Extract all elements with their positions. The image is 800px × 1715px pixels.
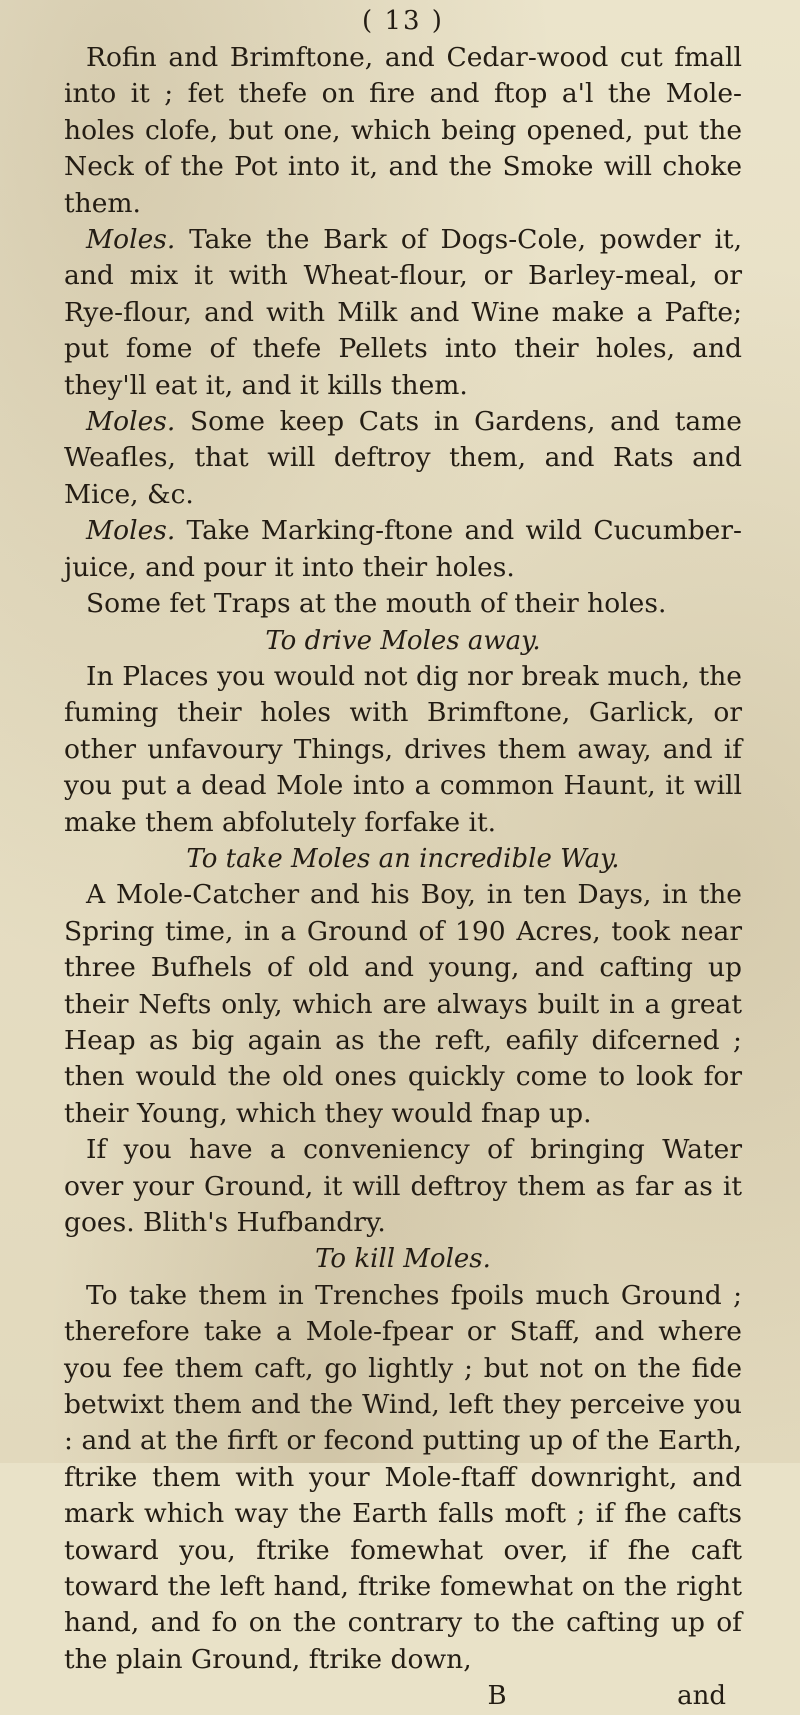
catchword: and: [677, 1681, 726, 1712]
signature-line: [64, 1678, 742, 1714]
paragraph-mole-spear: [64, 1278, 742, 1678]
paragraph-text: Some keep Cats in Gardens, and tame Weafles, that will deftroy them, and Rats and Mice, &c.: [64, 406, 742, 510]
paragraph-text: Take the Bark of Dogs-Cole, powder it, and mix it with Wheat-flour, or Barley-meal, or Rye-flour, and with Milk and Wine make a Pafte; put fome of thefe Pellets into their holes, and they'll eat it, and it kills them.: [64, 224, 742, 401]
paragraph-traps: [64, 586, 742, 622]
section-heading-incredible-way: To take Moles an incredible Way.: [186, 843, 620, 874]
paragraph-cats-weasels: [64, 404, 742, 513]
paragraph-lead: Moles.: [86, 515, 176, 547]
paragraph-text: Some fet Traps at the mouth of their holes.: [86, 588, 667, 620]
paragraph-marking-stone: [64, 513, 742, 586]
paragraph-lead: Moles.: [86, 224, 176, 256]
page-number: ( 13 ): [362, 6, 444, 36]
paragraph-water-over-ground: [64, 1132, 742, 1241]
section-heading-kill-moles: To kill Moles.: [315, 1244, 491, 1275]
paragraph-mole-catcher: [64, 877, 742, 1132]
paragraph-text: A Mole-Catcher and his Boy, in ten Days, in the Spring time, in a Ground of 190 Acres, took near three Bufhels of old and young, and cafting up their Nefts only, which are always built in a great Heap as big again as the reft, eafily difcerned ; then would the old ones quickly come to look for their Young, which they would fnap up.: [64, 879, 742, 1129]
paragraph-text: To take them in Trenches fpoils much Ground ; therefore take a Mole-fpear or Staff, and where you fee them caft, go lightly ; but not on the fide betwixt them and the Wind, left they perceive you : and at the firft or fecond putting up of the Earth, ftrike them with your Mole-ftaff downright, and mark which way the Earth falls moft ; if fhe cafts toward you, ftrike fomewhat over, if fhe caft toward the left hand, ftrike fomewhat on the right hand, and fo on the contrary to the cafting up of the plain Ground, ftrike down,: [64, 1279, 742, 1675]
paragraph-smoke-moles: [64, 40, 742, 222]
paragraph-text: Take Marking-ftone and wild Cucumber-juice, and pour it into their holes.: [64, 515, 742, 583]
paragraph-text: In Places you would not dig nor break much, the fuming their holes with Brimftone, Garlick, or other unfavoury Things, drives them away, and if you put a dead Mole into a common Haunt, it will make them abfolutely forfake it.: [64, 660, 742, 838]
section-heading-drive-moles-away: To drive Moles away.: [265, 625, 541, 656]
signature-mark: B: [487, 1681, 507, 1712]
paragraph-dogs-cole-bark: [64, 222, 742, 404]
paragraph-text: Rofin and Brimftone, and Cedar-wood cut fmall into it ; fet thefe on fire and ftop a'l the Mole-holes clofe, but one, which being opened, put the Neck of the Pot into it, and the Smoke will choke them.: [64, 42, 742, 219]
paragraph-text: If you have a conveniency of bringing Water over your Ground, it will deftroy them as far as it goes. Blith's Hufbandry.: [64, 1134, 742, 1238]
paragraph-lead: Moles.: [86, 406, 176, 438]
paragraph-fuming-holes: [64, 659, 742, 841]
